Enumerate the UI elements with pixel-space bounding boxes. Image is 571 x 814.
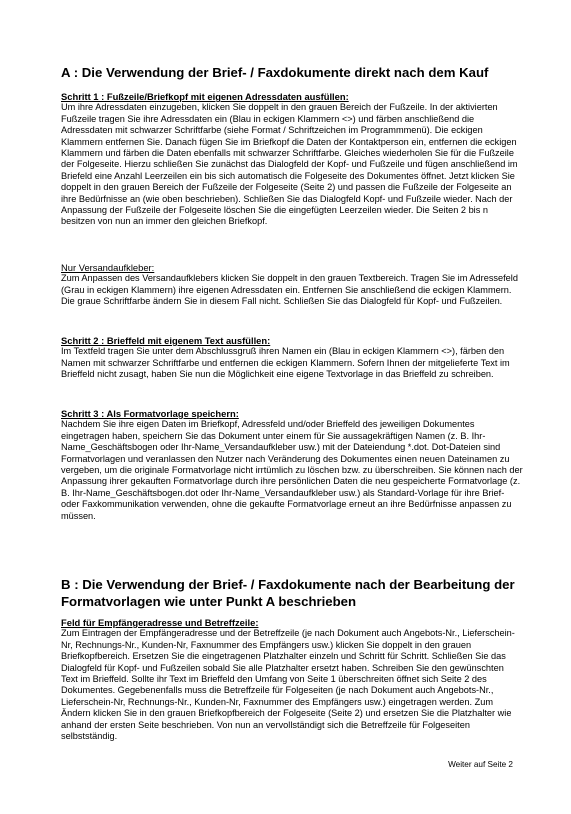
section-a-versand — [61, 262, 523, 308]
step2-text: Im Textfeld tragen Sie unter dem Abschlussgruß ihren Namen ein (Blau in eckigen Klammern <>), färben den Namen mit schwarzer Schriftfarbe und entfernen die eckigen Klammern. Sofern Ihnen der mitgelieferte Text im Brieffeld nicht zusagt, haben Sie nun die Möglichkeit eine eigene Textvorlage in das Brieffeld zu schreiben. — [61, 346, 510, 380]
continue-footer: Weiter auf Seite 2 — [448, 760, 513, 769]
step1-text: Um ihre Adressdaten einzugeben, klicken Sie doppelt in den grauen Bereich der Fußzeile. In der aktivierten Fußzeile tragen Sie ihre Adressdaten ein (Blau in eckigen Klammern <>) und färben anschließend die Adressdaten mit schwarzer Schriftfarbe (siehe Format / Schriftzeichen im Programmmenü). Die eckigen Klammern entfernen Sie. Danach fügen Sie im Briefkopf die Daten der Kontaktperson ein, entfernen die eckigen Klammern und färben die Daten ebenfalls mit schwarzer Schriftfarbe. Gleiches wiederholen Sie für die Fußzeile der Folgeseite. Hierzu schließen Sie zunächst das Dialogfeld der Kopf- und Fußzeile und fügen anschließend im Briefeld eine Anzahl Leerzeilen ein bis sich automatisch die Folgeseite des Dokumentes öffnet. Jetzt klicken Sie doppelt in den grauen Bereich der Fußzeile der Folgeseite (Seite 2) und passen die Fußzeile der Folgeseite an ihre Bedürfnisse an (wie oben beschrieben). Schließen Sie das Dialogfeld Kopf- und Fußzeile wieder. Nach der Anpassung der Fußzeile der Folgeseite löschen Sie die eingefügten Leerzeilen wieder. Die Seiten 2 bis n besitzen von nun an immer den gleichen Briefkopf. — [61, 102, 518, 227]
field-text: Zum Eintragen der Empfängeradresse und der Betreffzeile (je nach Dokument auch Angebots-Nr., Lieferschein-Nr, Rechnungs-Nr., Kunden-Nr, Faxnummer des Empfängers usw.) klicken Sie doppelt in den grauen Briefkopfbereich. Ersetzen Sie die eingetragenen Platzhalter einzeln und Schritt für Schritt. Schließen Sie das Dialogfeld für Kopf- und Fußzeilen sobald Sie alle Platzhalter ersetzt haben. Schreiben Sie den gewünschten Text im Brieffeld. Sollte ihr Text im Brieffeld den Umfang von Seite 1 überschreiten öffnet sich Seite 2 des Dokumentes. Gegebenenfalls muss die Betreffzeile für Folgeseiten (je nach Dokument auch Angebots-Nr., Lieferschein-Nr, Rechnungs-Nr., Kunden-Nr, Faxnummer des Empfängers usw.) eingetragen werden. Zum Ändern klicken Sie in den grauen Briefkopfbereich der Folgeseite (Seite 2) und ersetzen Sie die Platzhalter wie anhand der ersten Seite beschrieben. Von nun an vervollständigt sich die Betreffzeile für Folgeseiten selbstständig. — [61, 628, 515, 742]
versand-text: Zum Anpassen des Versandaufklebers klicken Sie doppelt in den grauen Textbereich. Tragen Sie im Adressefeld (Grau in eckigen Klammern) ihre eigenen Adressdaten ein. Entfernen Sie anschließend die eckigen Klammern. Die graue Schriftfarbe ändern Sie in diesem Fall nicht. Schließen Sie das Dialogfeld für Kopf- und Fußzeilen. — [61, 273, 518, 307]
section-b-heading: B : Die Verwendung der Brief- / Faxdokumente nach der Bearbeitung der Formatvorlagen wie unter Punkt A beschrieben — [61, 577, 515, 609]
section-a-heading: A : Die Verwendung der Brief- / Faxdokumente direkt nach dem Kauf — [61, 65, 489, 80]
section-b-field — [61, 617, 523, 742]
field-title: Feld für Empfängeradresse und Betreffzeile: — [61, 617, 259, 628]
step1-title: Schritt 1 : Fußzeile/Briefkopf mit eigenen Adressdaten ausfüllen: — [61, 91, 349, 102]
section-a-step2 — [61, 335, 523, 381]
step3-title: Schritt 3 : Als Formatvorlage speichern: — [61, 408, 239, 419]
versand-title: Nur Versandaufkleber: — [61, 262, 155, 273]
step2-title: Schritt 2 : Brieffeld mit eigenem Text ausfüllen: — [61, 335, 271, 346]
section-a-step3 — [61, 408, 523, 522]
step3-text: Nachdem Sie ihre eigen Daten im Briefkopf, Adressfeld und/oder Brieffeld des jeweiligen Dokumentes eingetragen haben, speichern Sie das Dokument unter einem für Sie aussagekräftigen Namen (z. B. Ihr-Name_Geschäftsbogen oder Ihr-Name_Versandaufkleber usw.) mit der Dateiendung *.dot. Dot-Dateien sind Formatvorlagen und veranlassen den Nutzer nach Veränderung des Dokumentes einen neuen Dateinamen zu vergeben, um die originale Formatvorlage nicht irrtümlich zu löschen bzw. zu überschreiben. Sie können nach der Anpassung ihrer gekauften Formatvorlage durch ihre persönlichen Daten die neu gespeicherte Formatvorlage (z. B. Ihr-Name_Geschäftsbogen.dot oder Ihr-Name_Versandaufkleber usw.) als Standard-Vorlage für ihre Brief- oder Faxkommunikation verwenden, ohne die gekaufte Formatvorlage erneut an ihre Bedürfnisse anpassen zu müssen. — [61, 419, 523, 521]
section-a-step1 — [61, 91, 523, 228]
